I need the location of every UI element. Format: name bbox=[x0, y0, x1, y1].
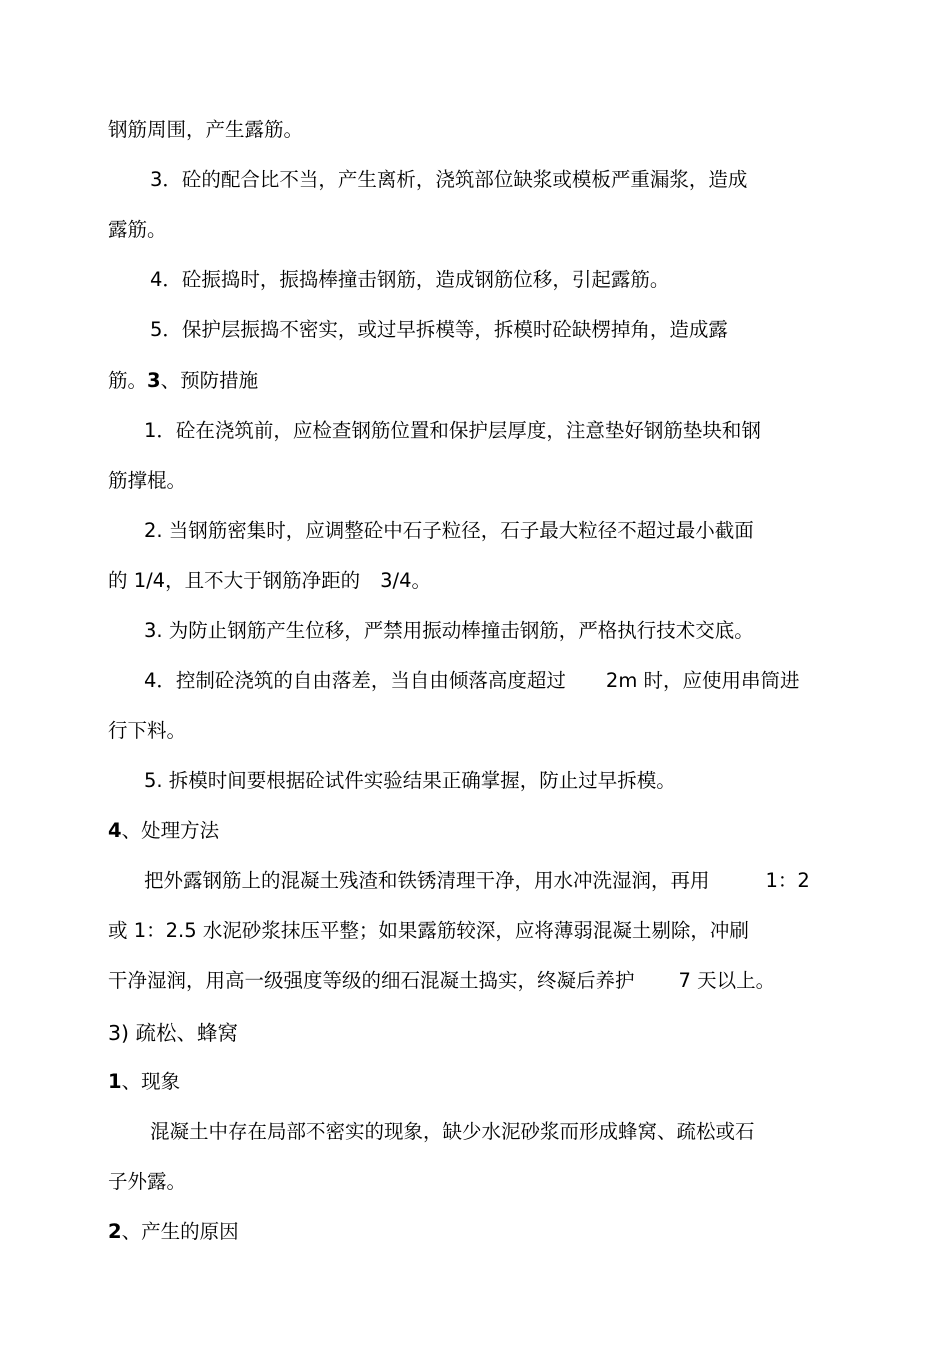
text-fragment: 把外露钢筋上的混凝土残渣和铁锈清理干净，用水冲洗湿润，再用 bbox=[144, 869, 710, 892]
text-line: 或 1：2.5 水泥砂浆抹压平整；如果露筋较深，应将薄弱混凝土剔除，冲刷 bbox=[108, 919, 749, 942]
section-number: 3 bbox=[147, 369, 161, 392]
text-fragment: 4．控制砼浇筑的自由落差，当自由倾落高度超过 bbox=[144, 669, 566, 692]
text-line: 钢筋周围，产生露筋。 bbox=[108, 118, 304, 141]
section-heading: 、预防措施 bbox=[160, 369, 259, 392]
text-line: 行下料。 bbox=[108, 719, 187, 742]
text-line: 3．砼的配合比不当，产生离析，浇筑部位缺浆或模板严重漏浆，造成 bbox=[150, 168, 748, 191]
section-number: 4 bbox=[108, 819, 122, 842]
text-line: 4．砼振捣时，振捣棒撞击钢筋，造成钢筋位移，引起露筋。 bbox=[150, 268, 670, 291]
text-line: 子外露。 bbox=[108, 1170, 187, 1193]
text-fragment: 的 1/4，且不大于钢筋净距的 bbox=[108, 569, 361, 592]
section-number: 2 bbox=[108, 1220, 122, 1243]
text-fragment: 1：2 bbox=[765, 869, 810, 892]
text-line: 露筋。 bbox=[108, 218, 167, 241]
text-fragment: 干净湿润，用高一级强度等级的细石混凝土捣实，终凝后养护 bbox=[108, 969, 635, 992]
text-line bbox=[144, 868, 810, 894]
text-line: 混凝土中存在局部不密实的现象，缺少水泥砂浆而形成蜂窝、疏松或石 bbox=[150, 1120, 755, 1143]
text-line: 3. 为防止钢筋产生位移，严禁用振动棒撞击钢筋，严格执行技术交底。 bbox=[144, 619, 754, 642]
text-line: 筋撑棍。 bbox=[108, 469, 187, 492]
text-line: 1．砼在浇筑前，应检查钢筋位置和保护层厚度，注意垫好钢筋垫块和钢 bbox=[144, 419, 761, 442]
section-heading-text: 、产生的原因 bbox=[121, 1220, 239, 1243]
section-heading-text: 、现象 bbox=[121, 1070, 181, 1093]
section-heading bbox=[108, 818, 219, 844]
text-fragment: 筋。 bbox=[108, 369, 148, 392]
text-fragment: 3/4。 bbox=[380, 569, 431, 592]
section-number: 1 bbox=[108, 1070, 122, 1093]
text-line bbox=[108, 568, 431, 594]
text-line bbox=[108, 368, 258, 394]
text-line bbox=[108, 968, 775, 994]
subsection-title: 3) 疏松、蜂窝 bbox=[108, 1021, 239, 1045]
text-line: 2. 当钢筋密集时，应调整砼中石子粒径，石子最大粒径不超过最小截面 bbox=[144, 519, 754, 542]
section-heading-text: 、处理方法 bbox=[121, 819, 220, 842]
section-heading bbox=[108, 1219, 239, 1245]
text-fragment: 2m 时，应使用串筒进 bbox=[605, 669, 800, 692]
text-line: 5. 拆模时间要根据砼试件实验结果正确掌握，防止过早拆模。 bbox=[144, 769, 676, 792]
section-heading bbox=[108, 1069, 180, 1095]
text-fragment: 7 天以上。 bbox=[678, 969, 776, 992]
text-line bbox=[144, 668, 800, 694]
text-line: 5．保护层振捣不密实，或过早拆模等，拆模时砼缺楞掉角，造成露 bbox=[150, 318, 728, 341]
